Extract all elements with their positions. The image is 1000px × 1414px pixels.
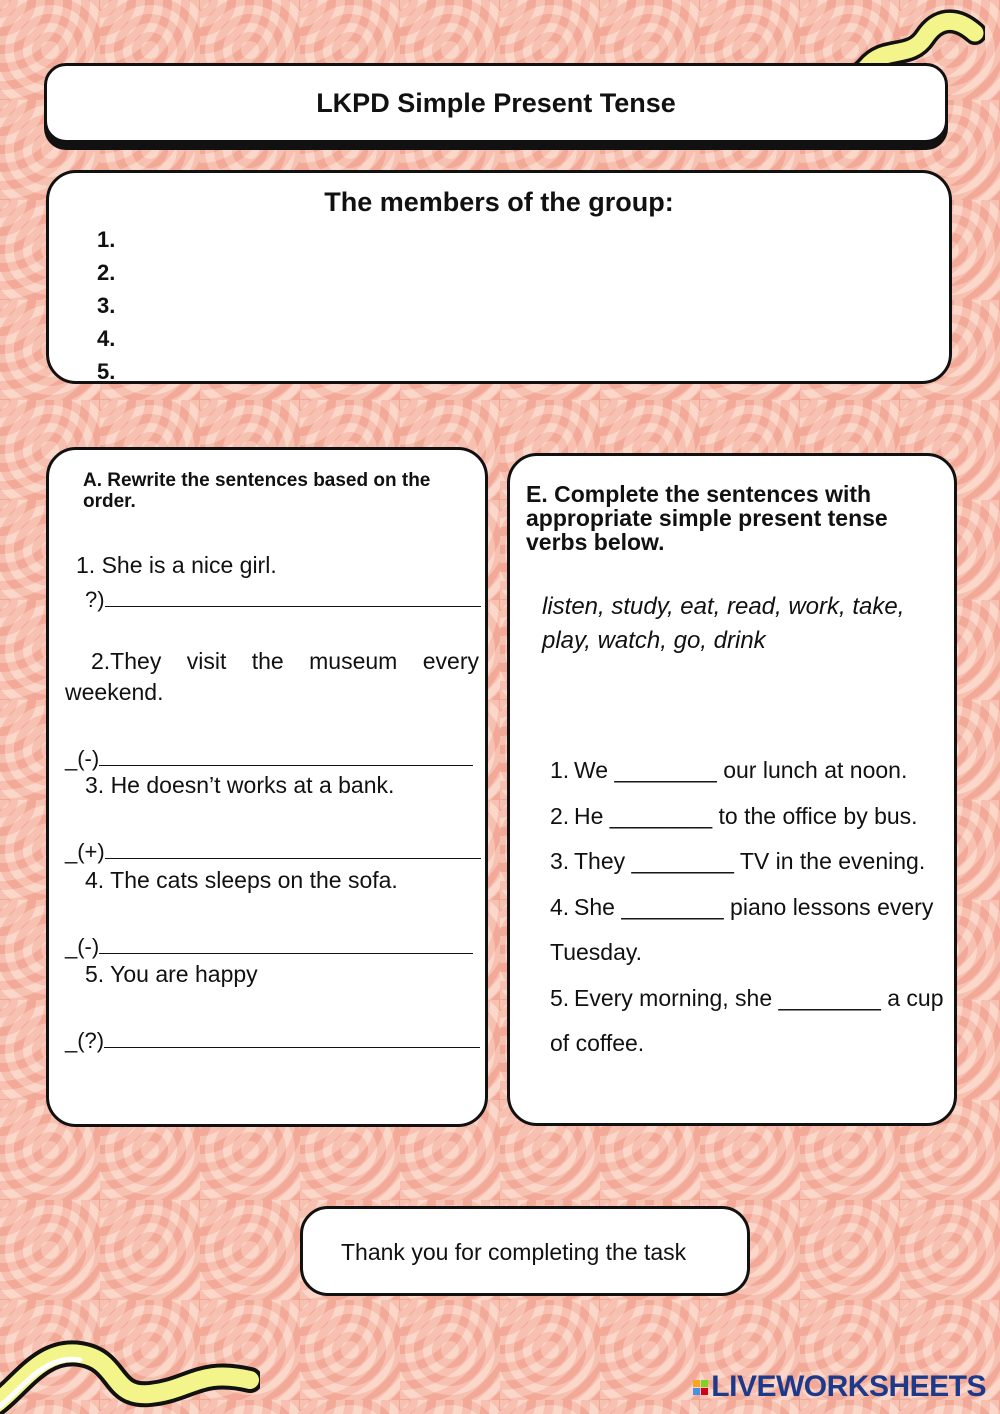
question-a-1: 1. She is a nice girl.	[76, 552, 277, 578]
answer-a-3-line[interactable]	[105, 838, 481, 859]
question-a-2	[65, 646, 479, 677]
members-heading: The members of the group:	[324, 187, 674, 217]
answer-a-2[interactable]	[65, 745, 473, 772]
question-a-2-cont: weekend.	[65, 679, 164, 705]
member-item-1[interactable]: 1.	[97, 227, 116, 252]
question-e-5[interactable]: 5. Every morning, she ________ a cup	[550, 984, 944, 1011]
members-list	[97, 223, 115, 388]
member-item-5[interactable]: 5.	[97, 359, 116, 384]
liveworksheets-icon	[693, 1380, 708, 1395]
members-card	[46, 170, 952, 384]
liveworksheets-logo[interactable]	[693, 1370, 986, 1404]
brand-name: LIVEWORKSHEETS	[711, 1370, 986, 1403]
answer-a-4-marker: _(-)	[65, 934, 100, 959]
answer-a-5-line[interactable]	[104, 1027, 480, 1048]
section-a-card	[46, 447, 488, 1127]
question-e-4-cont: Tuesday.	[550, 939, 643, 965]
answer-a-1-marker: ?)	[85, 587, 105, 612]
question-e-2[interactable]: 2. He ________ to the office by bus.	[550, 802, 918, 829]
question-a-2-text: 2.They visit the museum every	[91, 648, 479, 674]
page-title: LKPD Simple Present Tense	[316, 87, 676, 118]
answer-a-1-line[interactable]	[105, 586, 481, 607]
member-item-2[interactable]: 2.	[97, 260, 116, 285]
question-e-3[interactable]: 3. They ________ TV in the evening.	[550, 848, 926, 874]
verb-bank: listen, study, eat, read, work, take, play, watch, go, drink	[542, 593, 905, 654]
question-e-5-cont: of coffee.	[550, 1030, 645, 1056]
question-e-4[interactable]: 4. She ________ piano lessons every	[550, 893, 934, 920]
ribbon-decoration-bottom	[0, 1318, 260, 1414]
section-e-heading: E. Complete the sentences with appropriate simple present tense verbs below.	[526, 481, 888, 555]
thanks-text: Thank you for completing the task	[341, 1239, 687, 1265]
answer-a-4[interactable]	[65, 933, 473, 960]
answer-a-1[interactable]	[85, 586, 481, 613]
title-card	[44, 63, 948, 143]
answer-a-3-marker: _(+)	[65, 839, 105, 864]
thanks-card	[300, 1206, 750, 1296]
answer-a-2-marker: _(-)	[65, 746, 100, 771]
answer-a-2-line[interactable]	[99, 745, 473, 766]
answer-a-5-marker: _(?)	[65, 1028, 105, 1053]
question-a-4: 4. The cats sleeps on the sofa.	[85, 867, 398, 893]
question-a-5: 5. You are happy	[85, 961, 258, 987]
section-e-card	[507, 453, 957, 1126]
question-a-3: 3. He doesn’t works at a bank.	[85, 772, 395, 798]
question-e-1[interactable]: 1. We ________ our lunch at noon.	[550, 757, 908, 783]
section-a-heading: A. Rewrite the sentences based on the order.	[83, 470, 431, 512]
section-e-list	[550, 748, 950, 1067]
answer-a-4-line[interactable]	[99, 933, 473, 954]
answer-a-5[interactable]	[65, 1027, 480, 1054]
answer-a-3[interactable]	[65, 838, 481, 865]
member-item-3[interactable]: 3.	[97, 293, 116, 318]
member-item-4[interactable]: 4.	[97, 326, 116, 351]
